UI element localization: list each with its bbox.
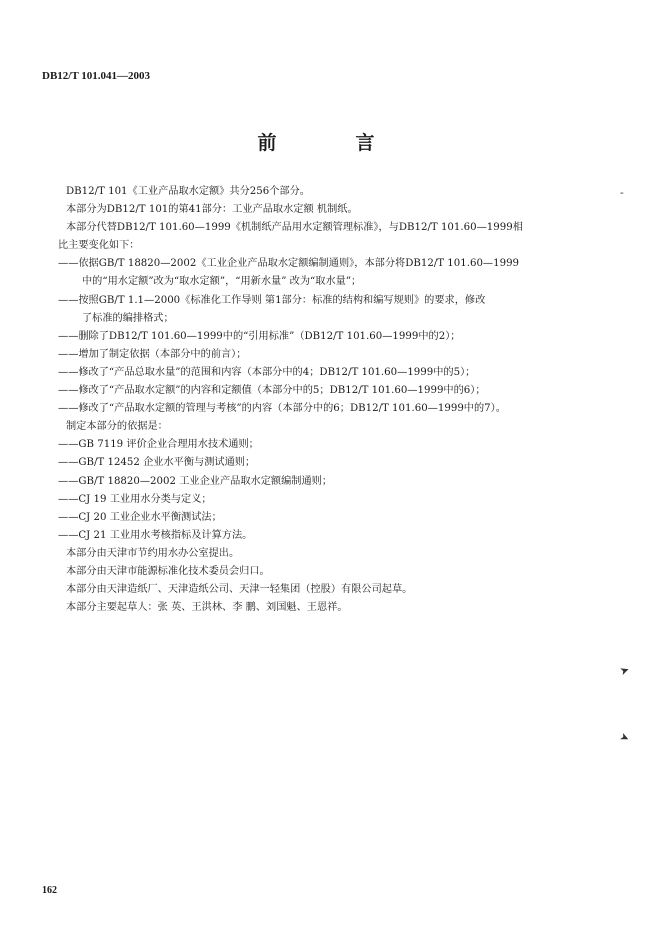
foreword-line: DB12/T 101《工业产品取水定额》共分256个部分。 [66,186,310,197]
foreword-line: ——修改了“产品总取水量”的范围和内容（本部分中的4；DB12/T 101.60—1999中的5）； [58,366,476,378]
foreword-line: 本部分为DB12/T 101的第41部分：工业产品取水定额 机制纸。 [66,204,358,216]
foreword-line: 比主要变化如下： [58,240,140,252]
foreword-line: ——删除了DB12/T 101.60—1999中的“引用标准”（DB12/T 101.60—1999中的2）； [58,330,461,342]
foreword-line: ——按照GB/T 1.1—2000《标准化工作导则 第1部分：标准的结构和编写规则》的要求，修改 [58,294,486,306]
foreword-line: ——增加了制定依据（本部分中的前言）； [58,348,247,360]
foreword-line: 了标准的编排格式； [82,312,174,324]
foreword-line: 本部分代替DB12/T 101.60—1999《机制纸产品用水定额管理标准》，与DB12/T 101.60—1999相 [66,222,523,234]
foreword-line: ——GB/T 18820—2002 工业企业产品取水定额编制通则； [58,475,333,487]
foreword-line: ——GB 7119 评价企业合理用水技术通则； [58,439,259,451]
foreword-line: ——GB/T 12452 企业水平衡与测试通则； [58,457,256,469]
foreword-line: ——依据GB/T 18820—2002《工业企业产品取水定额编制通则》，本部分将DB12/T 101.60—1999 [58,258,520,270]
scan-mark-icon: - [620,186,624,199]
page-number: 162 [42,885,57,896]
standard-code: DB12/T 101.041—2003 [42,70,150,82]
foreword-line: 本部分由天津市节约用水办公室提出。 [66,547,240,559]
foreword-line: 中的“用水定额”改为“取水定额”，“用新水量” 改为“取水量”； [82,276,362,288]
foreword-line: ——CJ 20 工业企业水平衡测试法； [58,511,222,523]
scan-mark-icon: ➤ [618,662,632,679]
foreword-line: ——CJ 19 工业用水分类与定义； [58,493,212,505]
foreword-line: ——CJ 21 工业用水考核指标及计算方法。 [58,529,253,541]
foreword-line: 制定本部分的依据是： [66,421,168,433]
foreword-line: ——修改了“产品取水定额”的内容和定额值（本部分中的5；DB12/T 101.60—1999中的6）； [58,385,486,397]
foreword-line: 本部分由天津市能源标准化技术委员会归口。 [66,565,270,577]
scan-mark-icon: ➤ [617,729,632,746]
foreword-line: ——修改了“产品取水定额的管理与考核”的内容（本部分中的6；DB12/T 101.60—1999中的7）。 [58,403,506,415]
foreword-body [58,183,578,617]
foreword-line: 本部分主要起草人：张 英、王洪林、李 鹏、刘国魁、王恩祥。 [66,602,348,614]
page-title: 前 言 [257,132,405,154]
foreword-line: 本部分由天津造纸厂、天津造纸公司、天津一轻集团（控股）有限公司起草。 [66,584,413,596]
